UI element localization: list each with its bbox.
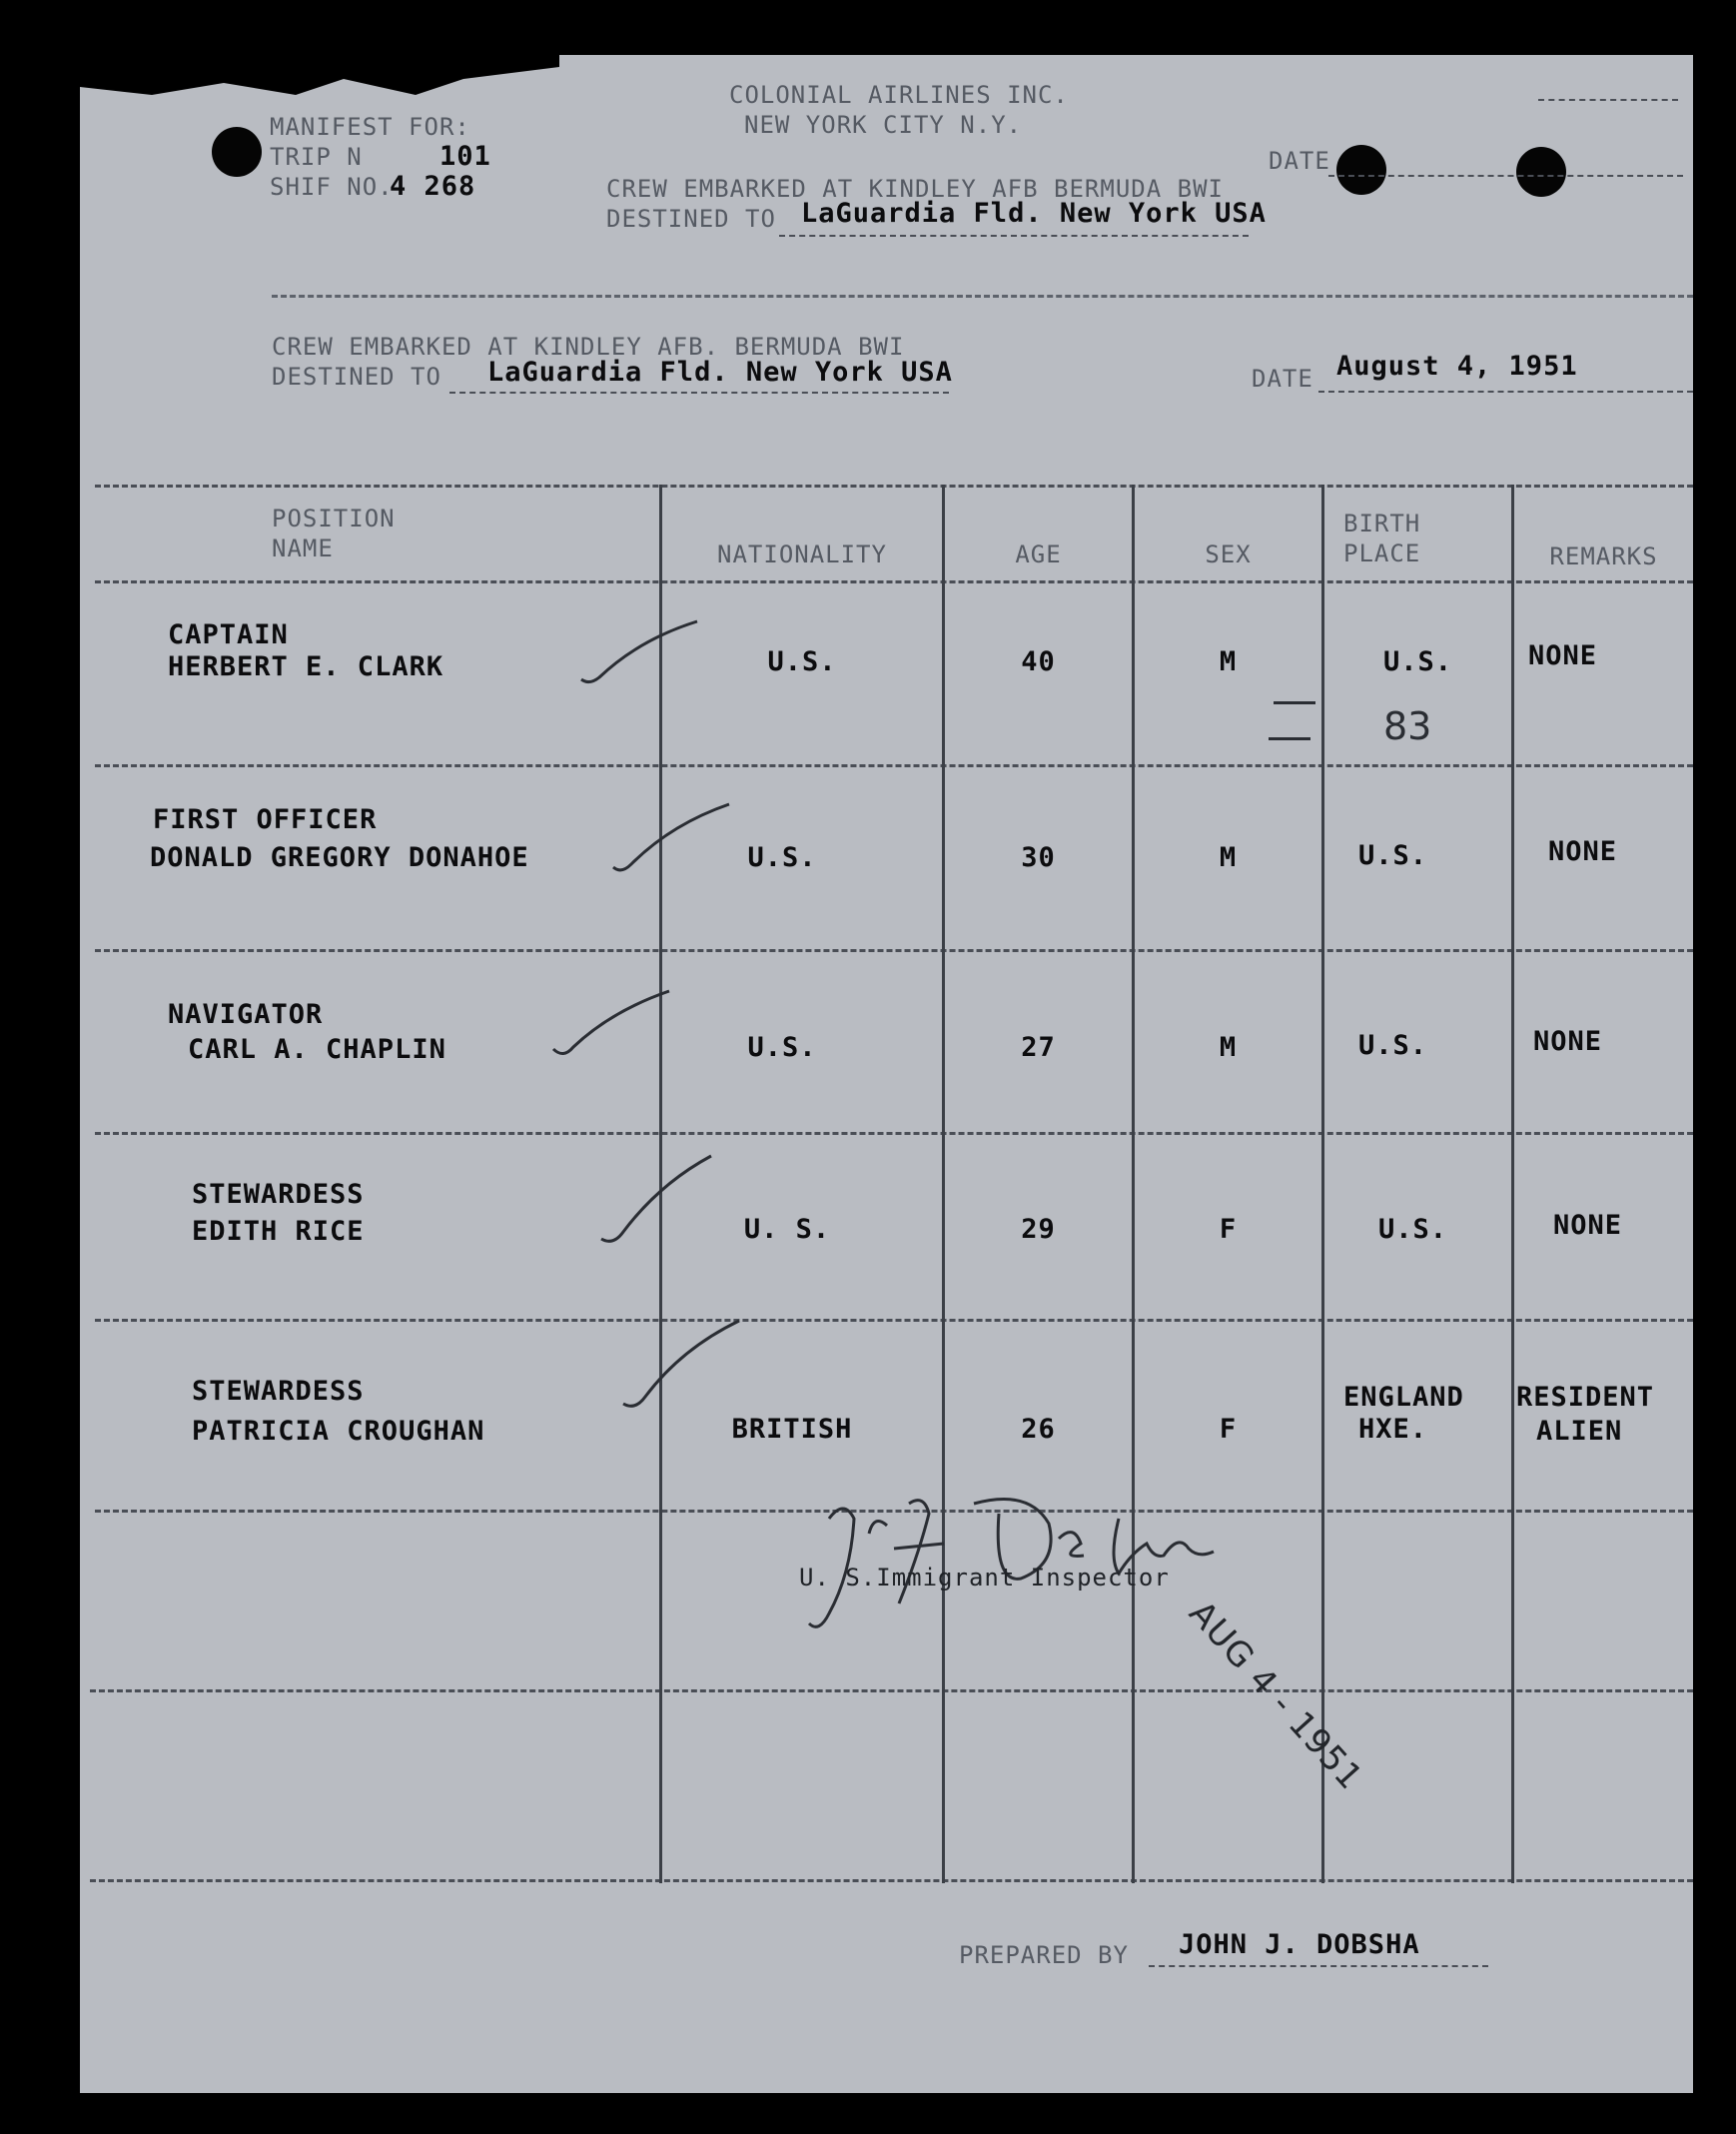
row-1-name: HERBERT E. CLARK <box>168 651 444 682</box>
row-1-position: CAPTAIN <box>168 619 289 650</box>
row-2-position: FIRST OFFICER <box>153 804 378 835</box>
inspector-stamp: AUG 4 - 1951 <box>1181 1594 1371 1798</box>
note-mark-2 <box>1269 737 1310 740</box>
date-underline <box>1318 391 1693 393</box>
row-border-2 <box>95 949 1693 952</box>
company-name: COLONIAL AIRLINES INC. <box>729 81 1069 109</box>
top-embarked-label: CREW EMBARKED AT KINDLEY AFB BERMUDA BWI <box>606 175 1224 203</box>
row-4-name: EDITH RICE <box>192 1216 365 1247</box>
table-top-border <box>95 485 1693 488</box>
col-border-4 <box>1321 485 1324 1883</box>
top-date-label: DATE <box>1269 147 1330 175</box>
header-name: NAME <box>272 534 334 562</box>
row-2-age: 30 <box>1021 842 1056 873</box>
prepared-by-value: JOHN J. DOBSHA <box>1179 1929 1420 1960</box>
top-destined-label: DESTINED TO <box>606 205 776 233</box>
row-1-remarks: NONE <box>1528 640 1598 671</box>
header-sex: SEX <box>1205 540 1252 568</box>
manifest-for-label: MANIFEST FOR: <box>270 113 470 141</box>
row-4-sex: F <box>1219 1214 1238 1245</box>
embarked-label: CREW EMBARKED AT KINDLEY AFB. BERMUDA BWI <box>272 333 905 361</box>
header-nationality: NATIONALITY <box>717 540 887 568</box>
row-5-birthplace-cont: HXE. <box>1358 1414 1428 1445</box>
row-4-birthplace: U.S. <box>1378 1214 1448 1245</box>
top-destined-value: LaGuardia Fld. New York USA <box>801 198 1267 229</box>
row-4-age: 29 <box>1021 1214 1056 1245</box>
date-label: DATE <box>1252 365 1313 393</box>
row-1-birthplace: U.S. <box>1382 646 1453 677</box>
row-3-remarks: NONE <box>1533 1026 1603 1057</box>
row-3-age: 27 <box>1021 1032 1056 1063</box>
row-border-3 <box>95 1132 1693 1135</box>
row-5-name: PATRICIA CROUGHAN <box>192 1416 485 1447</box>
top-destined-underline <box>779 235 1249 237</box>
row-3-position: NAVIGATOR <box>168 999 324 1030</box>
check-mark-row-1 <box>579 619 699 689</box>
check-mark-row-2 <box>611 802 731 877</box>
torn-corner <box>80 55 559 95</box>
row-border-4 <box>95 1319 1693 1322</box>
table-bottom-border <box>90 1879 1693 1882</box>
row-5-remarks: RESIDENT <box>1516 1382 1655 1413</box>
ship-label: SHIF NO. <box>270 173 394 201</box>
row-2-remarks: NONE <box>1548 836 1618 867</box>
inspector-title: U. S.Immigrant Inspector <box>799 1564 1170 1592</box>
header-place: PLACE <box>1343 539 1421 567</box>
header-position: POSITION <box>272 505 396 533</box>
row-border-1 <box>95 764 1693 767</box>
row-3-name: CARL A. CHAPLIN <box>188 1034 446 1065</box>
punch-hole-left <box>212 127 262 177</box>
row-1-age: 40 <box>1021 646 1056 677</box>
manifest-page <box>80 55 1693 2093</box>
check-mark-row-3 <box>551 989 671 1064</box>
check-mark-row-5 <box>621 1319 741 1414</box>
destined-value: LaGuardia Fld. New York USA <box>487 357 953 388</box>
row-2-sex: M <box>1219 842 1238 873</box>
header-age: AGE <box>1015 540 1062 568</box>
row-5-sex: F <box>1219 1414 1238 1445</box>
row-2-birthplace: U.S. <box>1358 840 1428 871</box>
row-2-name: DONALD GREGORY DONAHOE <box>150 842 529 873</box>
row-4-remarks: NONE <box>1553 1210 1623 1241</box>
trip-label: TRIP N <box>270 143 363 171</box>
prepared-by-label: PREPARED BY <box>959 1941 1129 1969</box>
header-bottom-border <box>95 580 1693 583</box>
row-5-age: 26 <box>1021 1414 1056 1445</box>
handwritten-note: 83 <box>1383 704 1432 748</box>
punch-hole-mid <box>1336 145 1386 195</box>
row-5-position: STEWARDESS <box>192 1376 365 1407</box>
destined-label: DESTINED TO <box>272 363 441 391</box>
row-4-position: STEWARDESS <box>192 1179 365 1210</box>
row-3-sex: M <box>1219 1032 1238 1063</box>
note-mark-1 <box>1274 701 1315 704</box>
company-city: NEW YORK CITY N.Y. <box>744 111 1023 139</box>
date-value: August 4, 1951 <box>1336 351 1578 382</box>
header-birth: BIRTH <box>1343 510 1421 537</box>
trip-value: 101 <box>439 141 491 172</box>
row-3-nationality: U.S. <box>747 1032 817 1063</box>
row-5-remarks-cont: ALIEN <box>1536 1416 1623 1447</box>
destined-underline <box>449 392 949 394</box>
header-remarks: REMARKS <box>1549 542 1658 570</box>
prepared-underline <box>1149 1965 1488 1967</box>
row-2-nationality: U.S. <box>747 842 817 873</box>
check-mark-row-4 <box>599 1154 719 1249</box>
row-4-nationality: U. S. <box>743 1214 831 1245</box>
row-1-nationality: U.S. <box>767 646 837 677</box>
col-border-5 <box>1511 485 1514 1883</box>
row-1-sex: M <box>1219 646 1238 677</box>
row-5-birthplace: ENGLAND <box>1343 1382 1464 1413</box>
ship-value: 4 268 <box>390 171 476 202</box>
row-3-birthplace: U.S. <box>1358 1030 1428 1061</box>
row-5-nationality: BRITISH <box>731 1414 853 1445</box>
top-right-underline <box>1538 99 1678 101</box>
top-date-underline <box>1328 175 1683 177</box>
section-separator <box>272 295 1693 298</box>
punch-hole-right <box>1516 147 1566 197</box>
